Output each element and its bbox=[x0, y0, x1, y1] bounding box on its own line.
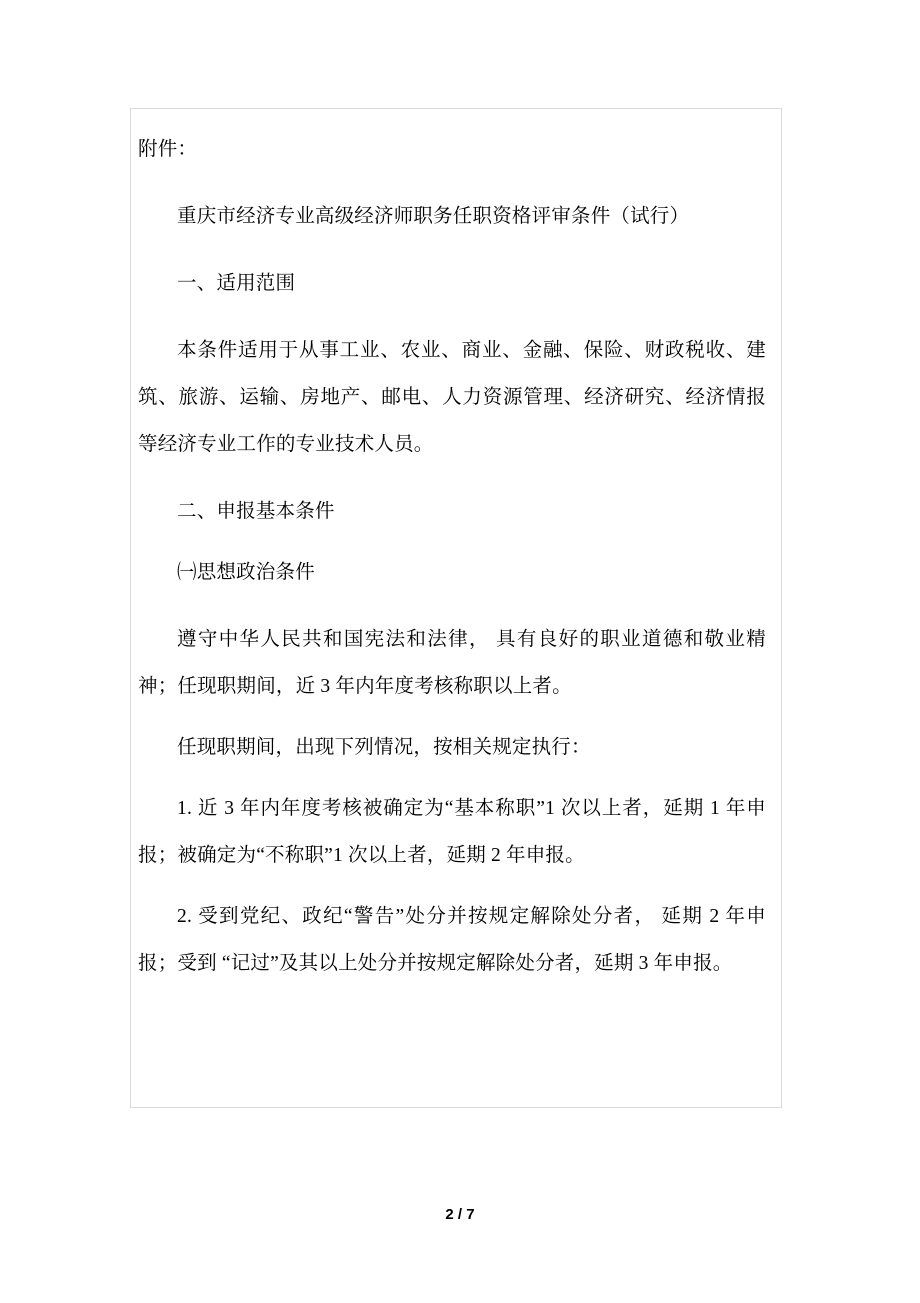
paragraph-subsection-one-heading: ㈠思想政治条件 bbox=[177, 562, 315, 583]
paragraph-section-two-heading: 二、申报基本条件 bbox=[177, 501, 335, 522]
paragraph-attachment-label: 附件： bbox=[138, 139, 198, 160]
paragraph-scope: 本条件适用于从事工业、农业、商业、金融、保险、财政税收、建筑、旅游、运输、房地产、邮电、人力资源管理、经济研究、经济情报等经济专业工作的专业技术人员。 bbox=[138, 340, 766, 455]
page-number-indicator: 2 / 7 bbox=[445, 1206, 475, 1223]
paragraph-political-requirement: 遵守中华人民共和国宪法和法律， 具有良好的职业道德和敬业精神；任现职期间，近 3 年内年度考核称职以上者。 bbox=[138, 629, 766, 697]
document-body bbox=[130, 108, 782, 987]
paragraph-section-one-heading: 一、适用范围 bbox=[177, 273, 296, 294]
paragraph-item-2: 2. 受到党纪、政纪“警告”处分并按规定解除处分者， 延期 2 年申报；受到 “记过”及其以上处分并按规定解除处分者，延期 3 年申报。 bbox=[138, 906, 766, 974]
paragraph-item-1: 1. 近 3 年内年度考核被确定为“基本称职”1 次以上者，延期 1 年申报；被确定为“不称职”1 次以上者，延期 2 年申报。 bbox=[138, 798, 766, 866]
paragraph-doc-title: 重庆市经济专业高级经济师职务任职资格评审条件（试行） bbox=[177, 206, 690, 227]
paragraph-exception-intro: 任现职期间，出现下列情况，按相关规定执行： bbox=[177, 737, 591, 758]
